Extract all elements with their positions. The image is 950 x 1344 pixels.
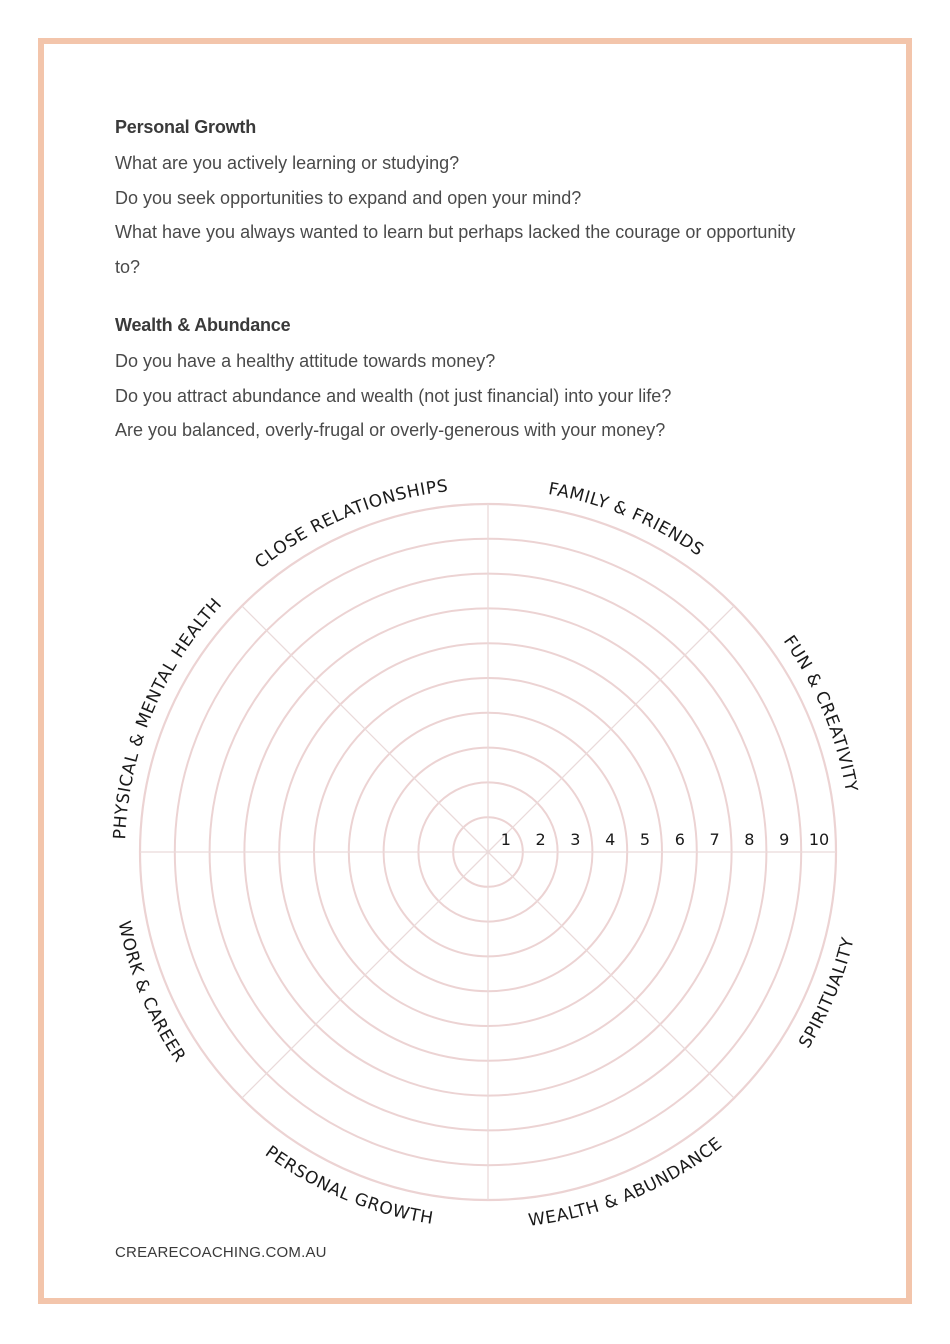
scale-label: 8 (744, 830, 755, 849)
section-title: Personal Growth (115, 117, 257, 137)
scale-label: 9 (779, 830, 790, 849)
scale-label: 10 (808, 830, 830, 849)
footer-website: CREARECOACHING.COM.AU (115, 1244, 327, 1261)
scale-label: 4 (605, 830, 616, 849)
section-personal-growth (115, 112, 815, 284)
question: Do you attract abundance and wealth (not just financial) into your life? (115, 385, 672, 406)
section-wealth-abundance (115, 310, 815, 448)
segment-label: PHYSICAL & MENTAL HEALTH (110, 594, 227, 840)
segment-label: SPIRITUALITY (795, 935, 859, 1052)
segment-label: WORK & CAREER (113, 919, 190, 1067)
content (115, 112, 815, 474)
scale-label: 6 (674, 830, 685, 849)
wheel-segment-labels (110, 476, 861, 1231)
wheel-scale (501, 830, 829, 849)
scale-label: 1 (500, 830, 511, 849)
segment-label: FAMILY & FRIENDS (546, 479, 708, 561)
question: What have you always wanted to learn but perhaps lacked the courage or opportunity to? (115, 222, 796, 277)
scale-label: 3 (570, 830, 581, 849)
segment-label: PERSONAL GROWTH (261, 1142, 435, 1229)
scale-label: 7 (709, 830, 720, 849)
question: Do you have a healthy attitude towards money? (115, 351, 496, 371)
question: What are you actively learning or studying? (115, 153, 460, 173)
wheel-of-life-chart (95, 465, 885, 1245)
wheel-spokes (140, 504, 836, 1200)
segment-label: FUN & CREATIVITY (778, 631, 861, 794)
segment-label: WEALTH & ABUNDANCE (527, 1133, 727, 1231)
scale-label: 5 (639, 830, 651, 849)
question: Do you seek opportunities to expand and open your mind? (115, 187, 582, 208)
scale-label: 2 (535, 830, 546, 849)
question: Are you balanced, overly-frugal or overly-generous with your money? (115, 420, 666, 440)
section-title: Wealth & Abundance (115, 315, 291, 335)
segment-label: CLOSE RELATIONSHIPS (251, 476, 450, 574)
